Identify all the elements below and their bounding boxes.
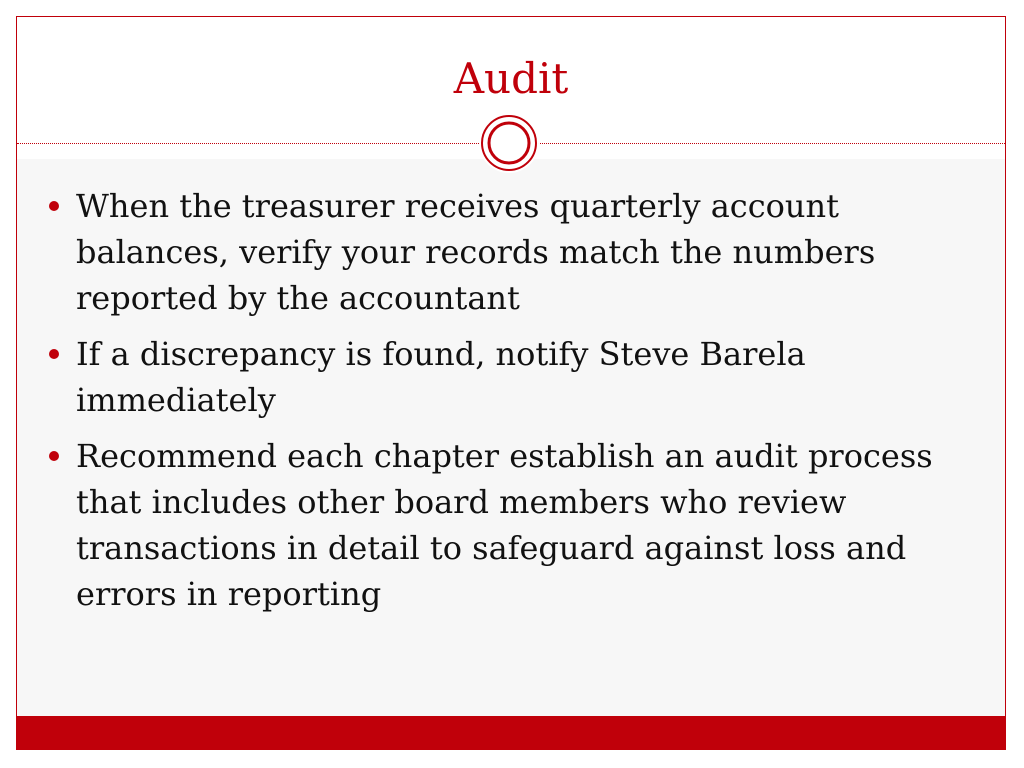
bullet-list	[49, 183, 979, 627]
slide-title: Audit	[453, 54, 569, 103]
bullet-item	[49, 433, 979, 617]
red-dot-bullet-icon	[49, 451, 59, 461]
footer-band	[17, 716, 1005, 750]
bullet-item	[49, 183, 979, 321]
double-ring-icon-graphic	[479, 113, 539, 173]
bullet-text: If a discrepancy is found, notify Steve Barela immediately	[76, 335, 806, 419]
bullet-item	[49, 331, 979, 423]
slide	[16, 16, 1006, 750]
red-dot-bullet-icon	[49, 349, 59, 359]
bullet-text: When the treasurer receives quarterly account balances, verify your records match the numbers reported by the accountant	[76, 187, 876, 317]
bullet-text: Recommend each chapter establish an audit process that includes other board members who review transactions in detail to safeguard against loss and errors in reporting	[76, 437, 933, 613]
red-dot-bullet-icon	[49, 201, 59, 211]
double-ring-icon	[479, 113, 539, 173]
